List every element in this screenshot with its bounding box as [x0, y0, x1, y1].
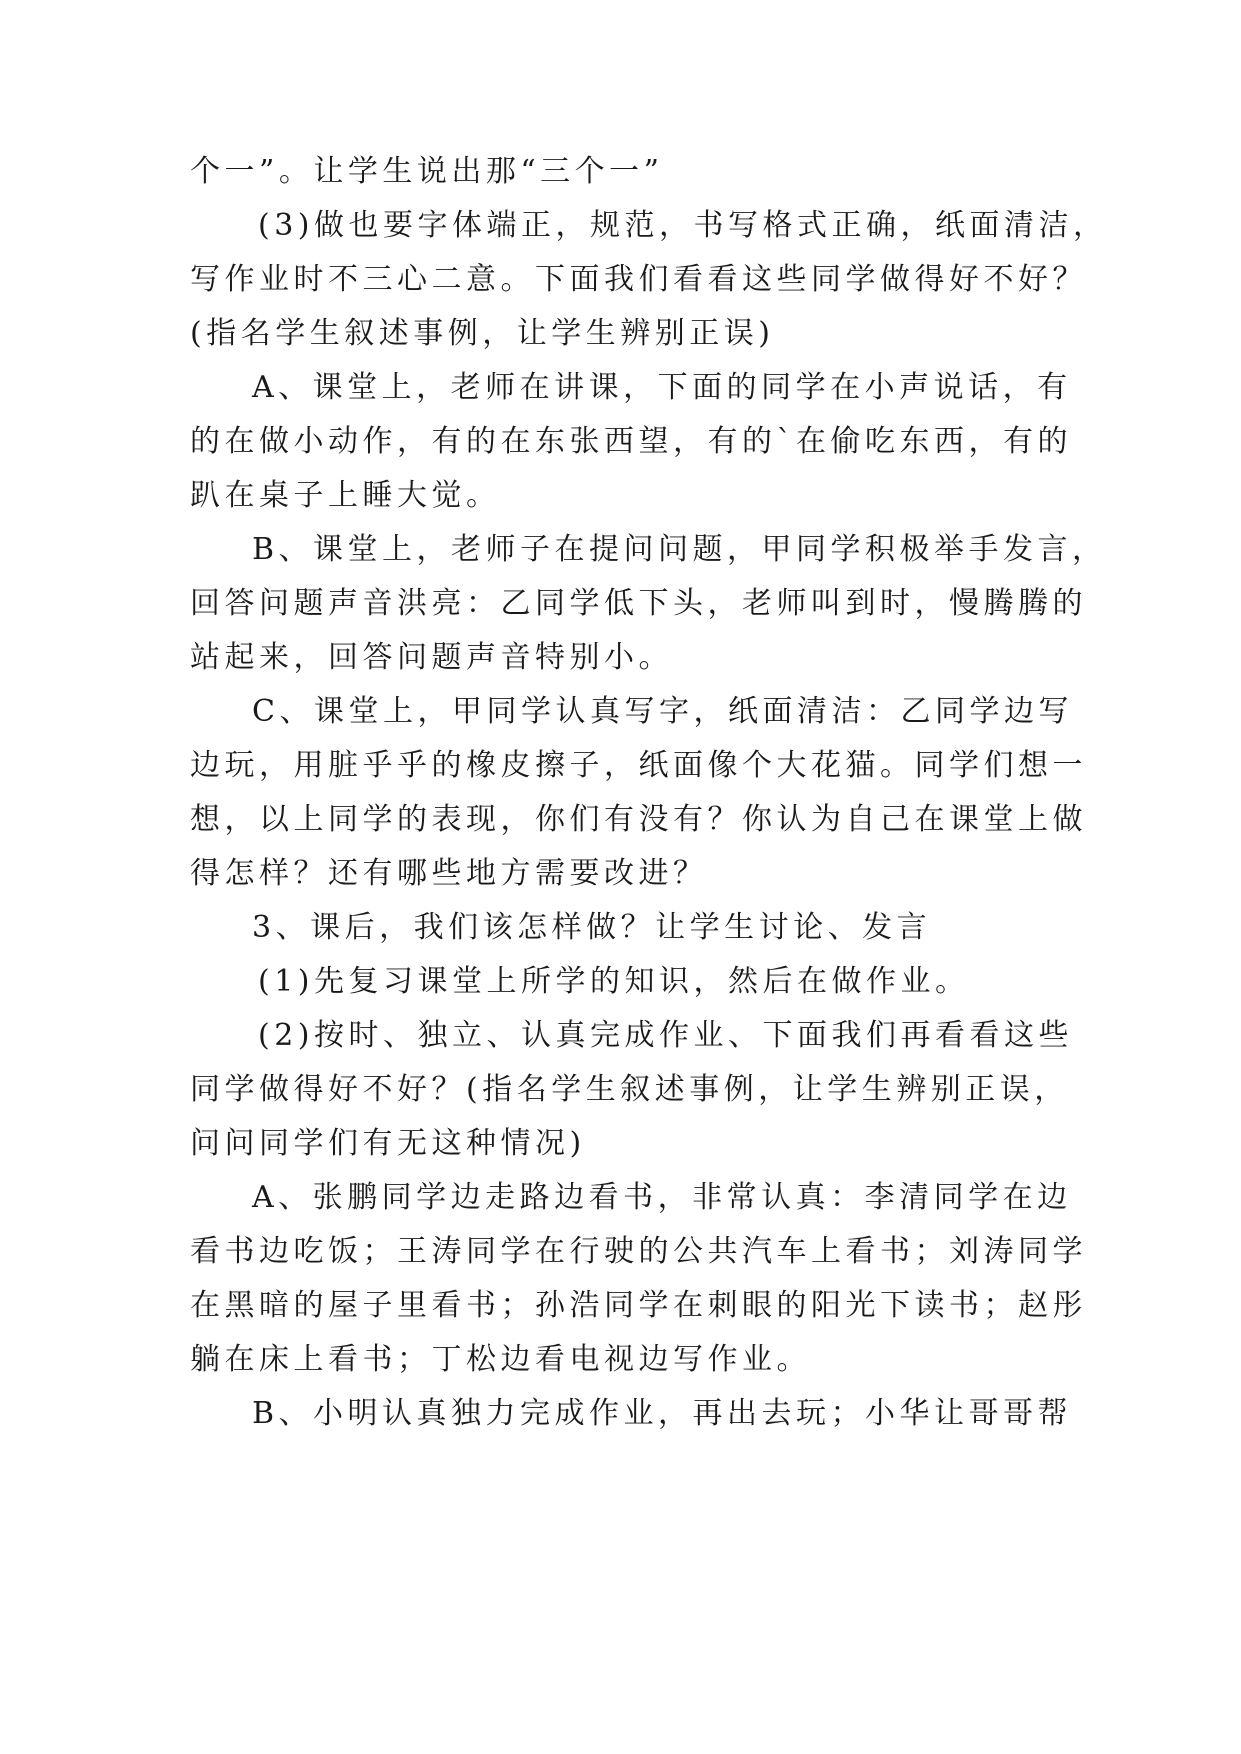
text-line: 躺在床上看书；丁松边看电视边写作业。: [190, 1342, 811, 1377]
text-line: 趴在桌子上睡大觉。: [190, 478, 501, 513]
text-line: 边玩，用脏乎乎的橡皮擦子，纸面像个大花猫。同学们想一: [190, 748, 1087, 783]
text-line: 看书边吃饭；王涛同学在行驶的公共汽车上看书；刘涛同学: [190, 1234, 1087, 1269]
text-line: (1)先复习课堂上所学的知识，然后在做作业。: [258, 964, 970, 999]
text-line: B、小明认真独力完成作业，再出去玩；小华让哥哥帮: [252, 1396, 1073, 1431]
text-line: 同学做得好不好？(指名学生叙述事例，让学生辨别正误，: [190, 1072, 1069, 1107]
text-line: 的在做小动作，有的在东张西望，有的`在偷吃东西，有的: [190, 424, 1072, 459]
text-line: 问问同学们有无这种情况): [190, 1126, 586, 1161]
text-line: 个一”。让学生说出那“三个一”: [190, 154, 664, 189]
text-line: 在黑暗的屋子里看书；孙浩同学在刺眼的阳光下读书；赵彤: [190, 1288, 1087, 1323]
text-line: A、张鹏同学边走路边看书，非常认真：李清同学在边: [252, 1180, 1072, 1215]
text-line: 站起来，回答问题声音特别小。: [190, 640, 673, 675]
text-line: 写作业时不三心二意。下面我们看看这些同学做得好不好？: [190, 262, 1087, 297]
text-line: (指名学生叙述事例，让学生辨别正误): [190, 316, 775, 351]
text-line: 想，以上同学的表现，你们有没有？你认为自己在课堂上做: [190, 802, 1087, 837]
text-line: 得怎样？还有哪些地方需要改进？: [190, 856, 708, 891]
text-line: A、课堂上，老师在讲课，下面的同学在小声说话，有: [252, 370, 1072, 405]
text-line: C、课堂上，甲同学认真写字，纸面清洁：乙同学边写: [252, 694, 1073, 729]
text-line: 3、课后，我们该怎样做？让学生讨论、发言: [252, 910, 932, 945]
text-line: (2)按时、独立、认真完成作业、下面我们再看看这些: [258, 1018, 1073, 1053]
text-line: B、课堂上，老师子在提问问题，甲同学积极举手发言，: [252, 532, 1107, 567]
text-line: (3)做也要字体端正，规范，书写格式正确，纸面清洁，: [258, 208, 1108, 243]
text-line: 回答问题声音洪亮：乙同学低下头，老师叫到时，慢腾腾的: [190, 586, 1087, 621]
